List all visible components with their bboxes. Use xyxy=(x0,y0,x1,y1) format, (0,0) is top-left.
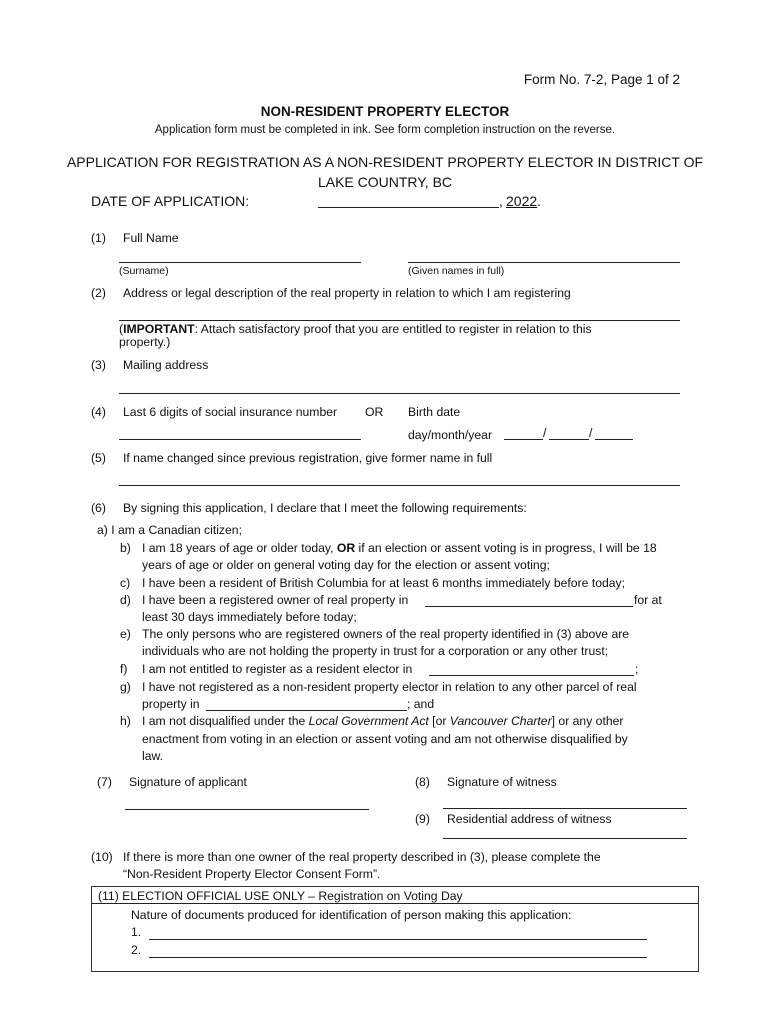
surname-hint: (Surname) xyxy=(119,265,169,277)
requirement-d-line1-end: for at xyxy=(634,593,662,607)
q9-number: (9) xyxy=(415,812,430,826)
official-use-divider xyxy=(91,903,698,904)
birth-date-label: Birth date xyxy=(408,405,461,419)
requirement-g-line2: property in xyxy=(142,697,200,711)
q2-label: Address or legal description of the real property in relation to which I am registering xyxy=(123,286,571,300)
q5-label: If name changed since previous registration, give former name in full xyxy=(123,451,493,465)
requirement-h-line2: enactment from voting in an election or assent voting and am not otherwise disqualified by xyxy=(142,732,628,746)
given-names-hint: (Given names in full) xyxy=(408,265,505,277)
requirement-f: I am not entitled to register as a resident elector in xyxy=(142,662,413,676)
requirement-b-line2: years of age or older on general voting day for the election or assent voting; xyxy=(142,558,550,572)
q3-label: Mailing address xyxy=(123,358,209,372)
official-item-2-number: 2. xyxy=(131,943,142,957)
requirement-e-line2: individuals who are not holding the property in trust for a corporation or any other trust; xyxy=(142,644,609,658)
q10-number: (10) xyxy=(91,850,113,864)
requirement-c: I have been a resident of British Columbia for at least 6 months immediately before today; xyxy=(142,576,626,590)
requirement-h-mark: h) xyxy=(120,714,131,728)
requirement-c-mark: c) xyxy=(120,576,131,590)
requirement-g-line2-end: ; and xyxy=(407,697,435,711)
q4-label: Last 6 digits of social insurance number xyxy=(123,405,338,419)
witness-signature-field[interactable] xyxy=(443,808,687,809)
or-label: OR xyxy=(365,405,384,419)
mailing-address-field[interactable] xyxy=(119,393,680,394)
q7-number: (7) xyxy=(97,775,112,789)
q3-number: (3) xyxy=(91,358,106,372)
q5-number: (5) xyxy=(91,451,106,465)
birth-slash-1: / xyxy=(543,426,547,440)
birth-year-field[interactable] xyxy=(595,439,633,440)
requirement-b-mark: b) xyxy=(120,541,131,555)
form-number: Form No. 7-2, Page 1 of 2 xyxy=(523,72,680,87)
date-period: . xyxy=(537,193,541,209)
requirement-f-mark: f) xyxy=(120,662,128,676)
q7-label: Signature of applicant xyxy=(129,775,247,789)
requirement-h-line1: I am not disqualified under the Local Government Act [or Vancouver Charter] or any other xyxy=(142,714,624,728)
q6-label: By signing this application, I declare that I meet the following requirements: xyxy=(123,501,527,515)
official-use-nature: Nature of documents produced for identification of person making this application: xyxy=(131,908,572,922)
q4-number: (4) xyxy=(91,405,106,419)
former-name-field[interactable] xyxy=(119,485,680,486)
property-address-field[interactable] xyxy=(119,320,680,321)
q2-number: (2) xyxy=(91,286,106,300)
requirement-h-line3: law. xyxy=(142,749,164,763)
q1-number: (1) xyxy=(91,231,106,245)
date-of-application-field[interactable] xyxy=(318,207,499,208)
q8-label: Signature of witness xyxy=(447,775,557,789)
q10-line1: If there is more than one owner of the real property described in (3), please complete the xyxy=(123,850,601,864)
q6-number: (6) xyxy=(91,501,106,515)
requirement-d-jurisdiction-field[interactable] xyxy=(425,606,633,607)
important-note-line2: property.) xyxy=(119,335,171,349)
applicant-signature-field[interactable] xyxy=(125,809,369,810)
q9-label: Residential address of witness xyxy=(447,812,612,826)
q8-number: (8) xyxy=(415,775,430,789)
date-comma: , xyxy=(499,193,503,209)
official-document-1-field[interactable] xyxy=(149,939,647,940)
form-title: NON-RESIDENT PROPERTY ELECTOR xyxy=(260,104,510,119)
requirement-g-jurisdiction-field[interactable] xyxy=(206,710,407,711)
q1-label: Full Name xyxy=(123,231,179,245)
surname-field[interactable] xyxy=(119,262,361,263)
requirement-d-line2: least 30 days immediately before today; xyxy=(142,610,357,624)
witness-address-field[interactable] xyxy=(443,838,687,839)
requirement-f-end: ; xyxy=(635,662,639,676)
official-document-2-field[interactable] xyxy=(149,957,647,958)
requirement-g-line1: I have not registered as a non-resident property elector in relation to any other parcel of real xyxy=(142,680,637,694)
requirement-f-jurisdiction-field[interactable] xyxy=(429,675,634,676)
requirement-e-line1: The only persons who are registered owners of the real property identified in (3) above are xyxy=(142,627,630,641)
requirement-a: a) I am a Canadian citizen; xyxy=(97,523,242,537)
sin-digits-field[interactable] xyxy=(119,439,361,440)
birth-month-field[interactable] xyxy=(549,439,589,440)
application-title-line1: APPLICATION FOR REGISTRATION AS A NON-RESIDENT PROPERTY ELECTOR IN DISTRICT OF xyxy=(66,154,704,170)
important-note-line1: (IMPORTANT: Attach satisfactory proof that you are entitled to register in relation to this xyxy=(119,322,592,336)
birth-day-field[interactable] xyxy=(504,439,543,440)
requirement-g-mark: g) xyxy=(120,680,131,694)
date-year: 2022 xyxy=(506,193,538,209)
requirement-b-line1: I am 18 years of age or older today, OR if an election or assent voting is in progress, I will be 18 xyxy=(142,541,657,555)
given-names-field[interactable] xyxy=(408,262,680,263)
birth-slash-2: / xyxy=(589,426,593,440)
application-title-line2: LAKE COUNTRY, BC xyxy=(317,174,453,190)
requirement-d-mark: d) xyxy=(120,593,131,607)
official-item-1-number: 1. xyxy=(131,925,142,939)
birth-date-format: day/month/year xyxy=(408,428,493,442)
date-of-application-label: DATE OF APPLICATION: xyxy=(91,193,250,209)
official-use-header: (11) ELECTION OFFICIAL USE ONLY – Registration on Voting Day xyxy=(98,889,463,903)
requirement-d-line1: I have been a registered owner of real property in xyxy=(142,593,409,607)
q10-line2: “Non-Resident Property Elector Consent Form”. xyxy=(123,867,381,881)
form-instruction: Application form must be completed in ink. See form completion instruction on the reverse. xyxy=(154,124,616,136)
requirement-e-mark: e) xyxy=(120,627,131,641)
